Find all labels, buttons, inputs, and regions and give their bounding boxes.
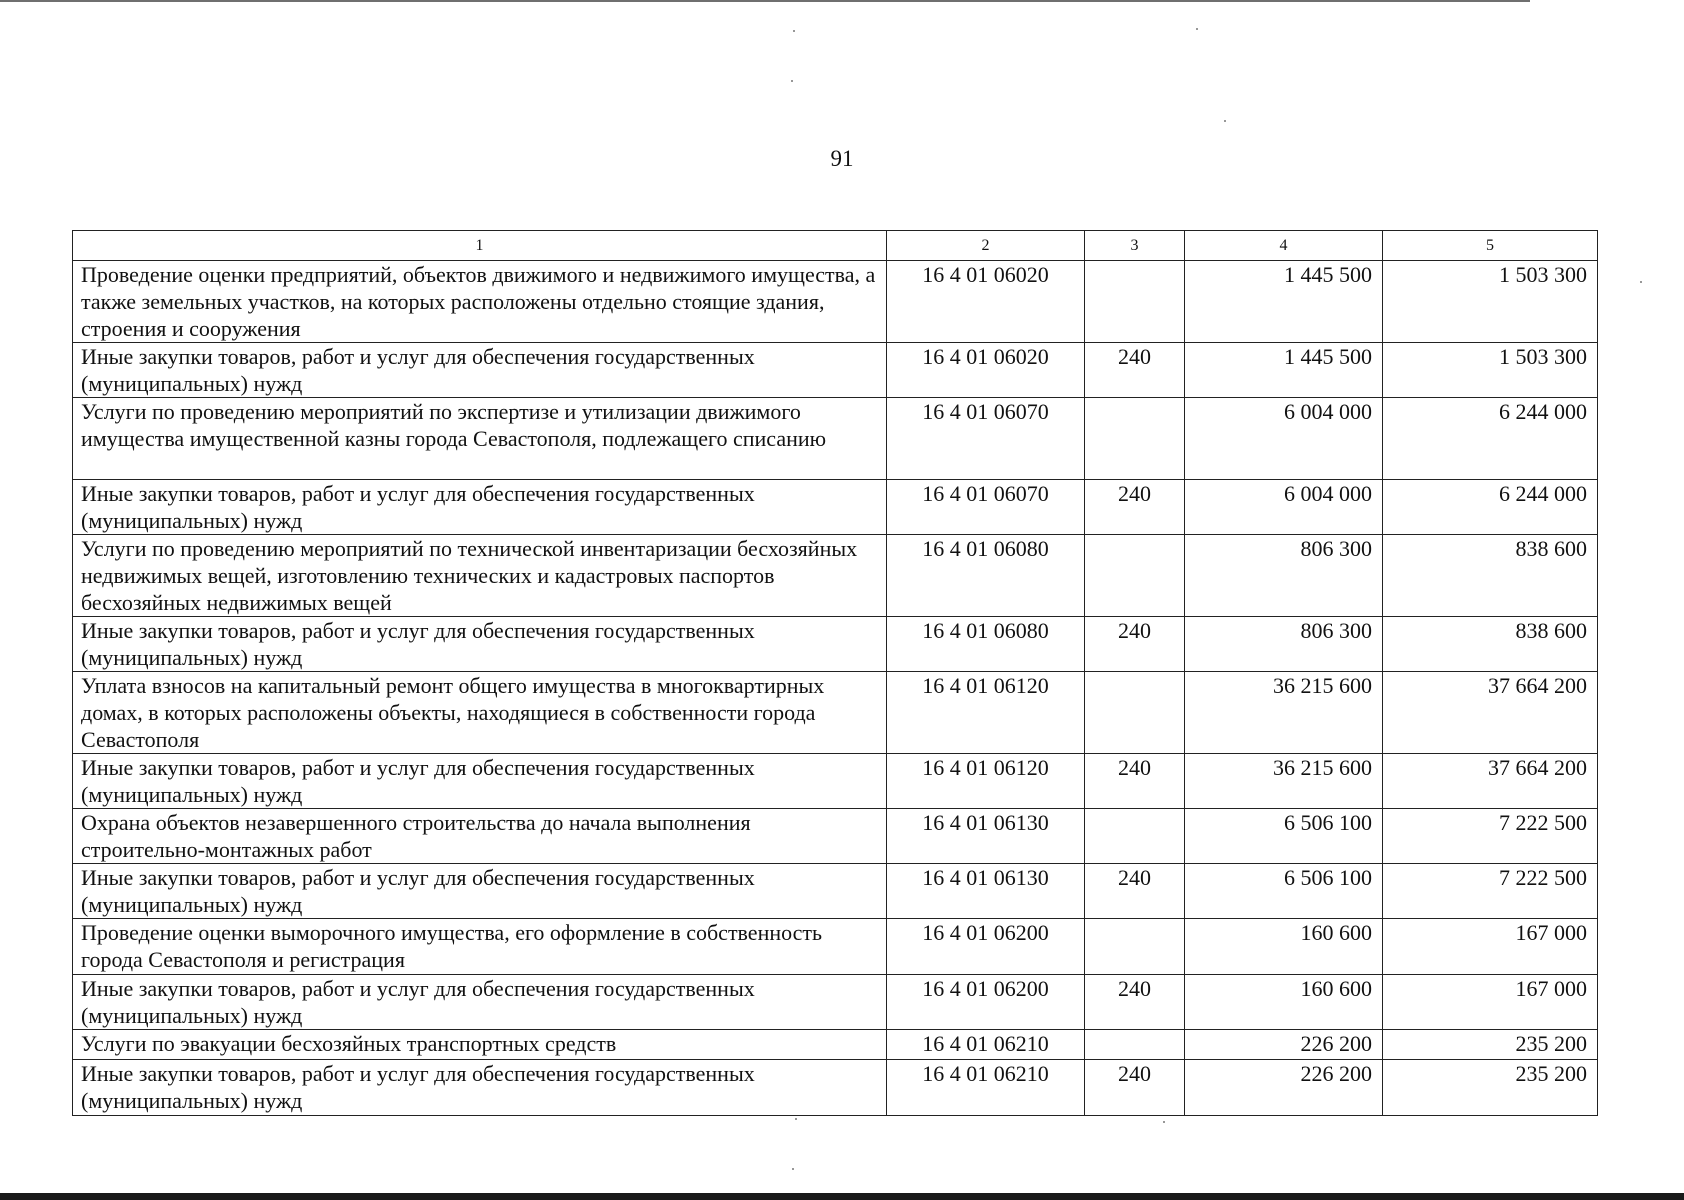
row-amount-2-cell: 7 222 500 [1383, 864, 1598, 919]
row-name-cell: Иные закупки товаров, работ и услуг для обеспечения государственных (муниципальных) нужд [73, 617, 887, 672]
scan-speck [1163, 1121, 1165, 1123]
row-amount-1-cell: 1 445 500 [1185, 343, 1383, 398]
row-code-cell: 16 4 01 06020 [887, 261, 1085, 343]
row-amount-2-cell: 37 664 200 [1383, 672, 1598, 754]
row-amount-2-cell: 235 200 [1383, 1060, 1598, 1116]
row-code-cell: 16 4 01 06070 [887, 480, 1085, 535]
row-code-cell: 16 4 01 06070 [887, 398, 1085, 480]
row-amount-1-cell: 806 300 [1185, 617, 1383, 672]
row-amount-1-cell: 806 300 [1185, 535, 1383, 617]
row-code-cell: 16 4 01 06130 [887, 809, 1085, 864]
row-type-cell: 240 [1085, 1060, 1185, 1116]
table-header-row [73, 231, 1598, 261]
table-row [73, 343, 1598, 398]
column-header: 3 [1085, 231, 1185, 261]
row-code-cell: 16 4 01 06120 [887, 672, 1085, 754]
row-name-cell: Уплата взносов на капитальный ремонт общего имущества в многоквартирных домах, в которых расположены объекты, находящиеся в собственности города Севастополя [73, 672, 887, 754]
scan-speck [1224, 120, 1226, 122]
row-name-cell: Проведение оценки предприятий, объектов движимого и недвижимого имущества, а также земельных участков, на которых расположены отдельно стоящие здания, строения и сооружения [73, 261, 887, 343]
scan-speck [791, 80, 793, 82]
row-amount-2-cell: 838 600 [1383, 617, 1598, 672]
row-name-cell: Услуги по эвакуации бесхозяйных транспортных средств [73, 1030, 887, 1060]
row-amount-2-cell: 167 000 [1383, 975, 1598, 1030]
table-row [73, 261, 1598, 343]
row-type-cell: 240 [1085, 975, 1185, 1030]
row-name-cell: Иные закупки товаров, работ и услуг для обеспечения государственных (муниципальных) нужд [73, 1060, 887, 1116]
row-code-cell: 16 4 01 06200 [887, 975, 1085, 1030]
row-amount-2-cell: 6 244 000 [1383, 480, 1598, 535]
budget-table [72, 230, 1598, 1116]
row-amount-1-cell: 36 215 600 [1185, 672, 1383, 754]
row-amount-1-cell: 36 215 600 [1185, 754, 1383, 809]
table-row [73, 535, 1598, 617]
row-amount-1-cell: 226 200 [1185, 1030, 1383, 1060]
column-header: 5 [1383, 231, 1598, 261]
row-amount-1-cell: 6 506 100 [1185, 809, 1383, 864]
row-amount-2-cell: 6 244 000 [1383, 398, 1598, 480]
row-name-cell: Охрана объектов незавершенного строительства до начала выполнения строительно-монтажных работ [73, 809, 887, 864]
row-type-cell [1085, 261, 1185, 343]
table-row [73, 617, 1598, 672]
row-amount-2-cell: 235 200 [1383, 1030, 1598, 1060]
row-name-cell: Иные закупки товаров, работ и услуг для обеспечения государственных (муниципальных) нужд [73, 754, 887, 809]
row-name-cell: Иные закупки товаров, работ и услуг для обеспечения государственных (муниципальных) нужд [73, 864, 887, 919]
table-row [73, 919, 1598, 975]
row-type-cell [1085, 1030, 1185, 1060]
row-amount-1-cell: 1 445 500 [1185, 261, 1383, 343]
scan-bottom-edge [0, 1193, 1684, 1200]
scan-speck [793, 30, 795, 32]
row-amount-2-cell: 7 222 500 [1383, 809, 1598, 864]
table-row [73, 398, 1598, 480]
row-amount-1-cell: 6 004 000 [1185, 398, 1383, 480]
row-code-cell: 16 4 01 06080 [887, 617, 1085, 672]
row-type-cell [1085, 809, 1185, 864]
column-header: 1 [73, 231, 887, 261]
row-type-cell: 240 [1085, 343, 1185, 398]
row-name-cell: Услуги по проведению мероприятий по технической инвентаризации бесхозяйных недвижимых вещей, изготовлению технических и кадастровых паспортов бесхозяйных недвижимых вещей [73, 535, 887, 617]
row-code-cell: 16 4 01 06020 [887, 343, 1085, 398]
table-row [73, 809, 1598, 864]
scan-speck [795, 1118, 797, 1120]
row-type-cell: 240 [1085, 754, 1185, 809]
table-row [73, 480, 1598, 535]
row-type-cell: 240 [1085, 864, 1185, 919]
column-header: 2 [887, 231, 1085, 261]
table-row [73, 864, 1598, 919]
row-amount-2-cell: 838 600 [1383, 535, 1598, 617]
row-code-cell: 16 4 01 06210 [887, 1060, 1085, 1116]
page-number: 91 [830, 146, 854, 171]
row-amount-1-cell: 160 600 [1185, 919, 1383, 975]
row-amount-1-cell: 160 600 [1185, 975, 1383, 1030]
row-type-cell [1085, 535, 1185, 617]
column-header: 4 [1185, 231, 1383, 261]
table-row [73, 754, 1598, 809]
row-code-cell: 16 4 01 06130 [887, 864, 1085, 919]
table-row [73, 1060, 1598, 1116]
row-name-cell: Услуги по проведению мероприятий по экспертизе и утилизации движимого имущества имущественной казны города Севастополя, подлежащего списанию [73, 398, 887, 480]
scan-top-edge [0, 0, 1530, 2]
row-name-cell: Иные закупки товаров, работ и услуг для обеспечения государственных (муниципальных) нужд [73, 480, 887, 535]
row-amount-2-cell: 1 503 300 [1383, 343, 1598, 398]
row-name-cell: Иные закупки товаров, работ и услуг для обеспечения государственных (муниципальных) нужд [73, 343, 887, 398]
scan-speck [792, 1168, 794, 1170]
row-amount-2-cell: 1 503 300 [1383, 261, 1598, 343]
row-type-cell: 240 [1085, 480, 1185, 535]
row-name-cell: Проведение оценки выморочного имущества, его оформление в собственность города Севастополя и регистрация [73, 919, 887, 975]
row-code-cell: 16 4 01 06080 [887, 535, 1085, 617]
row-code-cell: 16 4 01 06200 [887, 919, 1085, 975]
row-amount-1-cell: 6 004 000 [1185, 480, 1383, 535]
row-amount-1-cell: 6 506 100 [1185, 864, 1383, 919]
table-row [73, 1030, 1598, 1060]
row-name-cell: Иные закупки товаров, работ и услуг для обеспечения государственных (муниципальных) нужд [73, 975, 887, 1030]
row-type-cell: 240 [1085, 617, 1185, 672]
row-code-cell: 16 4 01 06210 [887, 1030, 1085, 1060]
row-type-cell [1085, 672, 1185, 754]
row-amount-2-cell: 167 000 [1383, 919, 1598, 975]
scan-speck [1196, 28, 1198, 30]
row-amount-1-cell: 226 200 [1185, 1060, 1383, 1116]
table-row [73, 672, 1598, 754]
table-row [73, 975, 1598, 1030]
row-type-cell [1085, 398, 1185, 480]
scan-speck [1640, 281, 1642, 283]
row-type-cell [1085, 919, 1185, 975]
row-code-cell: 16 4 01 06120 [887, 754, 1085, 809]
row-amount-2-cell: 37 664 200 [1383, 754, 1598, 809]
